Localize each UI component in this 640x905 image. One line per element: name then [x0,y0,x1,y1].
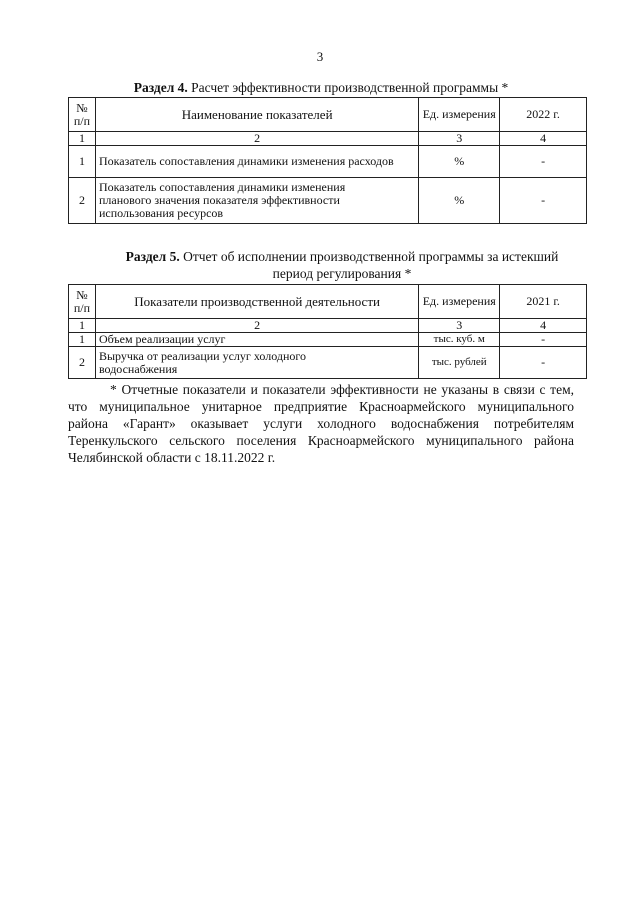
row-number: 2 [69,347,96,379]
row-indicator: Показатель сопоставления динамики изменения расходов [95,146,418,178]
table-row [69,347,587,379]
row-unit: тыс. куб. м [419,333,500,347]
section5-title-line2: период регулирования * [272,266,412,281]
header-number: № п/п [69,285,96,319]
row-value: - [500,333,587,347]
table-header-row [69,285,587,319]
header-number: № п/п [69,98,96,132]
header-year: 2021 г. [500,285,587,319]
section5-table [68,284,587,379]
section4-title [68,79,574,96]
row-indicator: Выручка от реализации услуг холодного водоснабжения [95,347,418,379]
row-unit: тыс. рублей [419,347,500,379]
page-number: 3 [316,49,324,64]
section4-table [68,97,587,224]
row-unit: % [419,178,500,224]
col-number: 1 [69,132,96,146]
row-value: - [500,146,587,178]
section5-title [100,248,584,282]
section5-title-line1 [100,248,584,265]
table-col-numbers-row [69,319,587,333]
col-number: 3 [419,132,500,146]
col-number: 1 [69,319,96,333]
section4-title-bold: Раздел 4. [133,80,188,95]
col-number: 3 [419,319,500,333]
row-indicator: Показатель сопоставления динамики изменения планового значения показателя эффективности использования ресурсов [95,178,418,224]
col-number: 2 [95,132,418,146]
col-number: 4 [500,319,587,333]
row-number: 1 [69,146,96,178]
table-row [69,146,587,178]
header-year: 2022 г. [500,98,587,132]
row-indicator: Объем реализации услуг [95,333,418,347]
table-header-row [69,98,587,132]
footnote [68,381,574,466]
row-value: - [500,178,587,224]
row-value: - [500,347,587,379]
header-unit: Ед. измерения [419,285,500,319]
row-unit: % [419,146,500,178]
row-number: 2 [69,178,96,224]
header-name: Наименование показателей [95,98,418,132]
section5-title-rest: Отчет об исполнении производственной программы за истекший [179,249,559,264]
table-col-numbers-row [69,132,587,146]
header-unit: Ед. измерения [419,98,500,132]
col-number: 2 [95,319,418,333]
footnote-text: * Отчетные показатели и показатели эффективности не указаны в связи с тем, что муниципальное унитарное предприятие Красноармейского муниципального района «Гарант» оказывает услуги холодного водоснабжения потребителям Теренкульского сельского поселения Красноармейского муниципального района Челябинской области с 18.11.2022 г. [68,382,574,465]
table-row [69,178,587,224]
section5-title-bold: Раздел 5. [125,249,180,264]
table-row [69,333,587,347]
row-number: 1 [69,333,96,347]
header-name: Показатели производственной деятельности [95,285,418,319]
section4-title-rest: Расчет эффективности производственной программы * [187,80,509,95]
col-number: 4 [500,132,587,146]
